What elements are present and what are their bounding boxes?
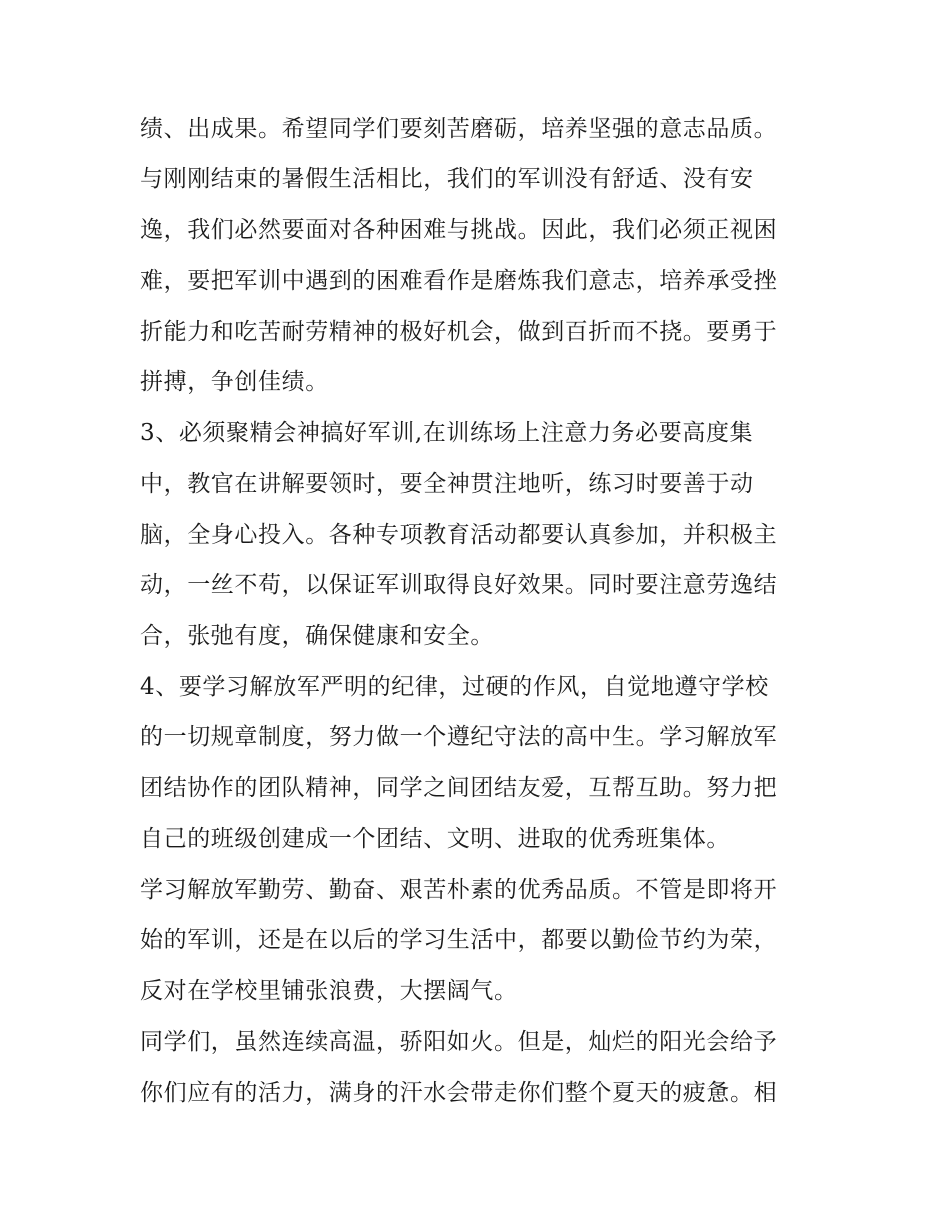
text-line: 团结协作的团队精神，同学之间团结友爱，互帮互助。努力把 bbox=[140, 775, 778, 801]
text-line: 始的军训，还是在以后的学习生活中，都要以勤俭节约为荣， bbox=[140, 927, 778, 953]
text-line: 与刚刚结束的暑假生活相比，我们的军训没有舒适、没有安 bbox=[140, 166, 754, 192]
text-line: 中，教官在讲解要领时，要全神贯注地听，练习时要善于动 bbox=[140, 471, 754, 497]
text-line: 脑，全身心投入。各种专项教育活动都要认真参加，并积极主 bbox=[140, 522, 778, 548]
text-line: 自己的班级创建成一个团结、文明、进取的优秀班集体。 bbox=[140, 826, 730, 852]
text-line: 合，张弛有度，确保健康和安全。 bbox=[140, 623, 494, 649]
text-line: 拼搏，争创佳绩。 bbox=[140, 369, 329, 395]
text-line: 你们应有的活力，满身的汗水会带走你们整个夏天的疲惫。相 bbox=[140, 1080, 778, 1106]
text-line: 3、必须聚精会神搞好军训,在训练场上注意力务必要高度集 bbox=[140, 420, 754, 446]
text-line: 反对在学校里铺张浪费，大摆阔气。 bbox=[140, 978, 518, 1004]
text-line: 绩、出成果。希望同学们要刻苦磨砺，培养坚强的意志品质。 bbox=[140, 116, 778, 142]
text-line: 4、要学习解放军严明的纪律，过硬的作风，自觉地遵守学校 bbox=[140, 674, 769, 700]
text-line: 动，一丝不苟，以保证军训取得良好效果。同时要注意劳逸结 bbox=[140, 572, 778, 598]
text-line: 逸，我们必然要面对各种困难与挑战。因此，我们必须正视困 bbox=[140, 217, 778, 243]
text-line: 折能力和吃苦耐劳精神的极好机会，做到百折而不挠。要勇于 bbox=[140, 319, 778, 345]
text-line: 难，要把军训中遇到的困难看作是磨炼我们意志，培养承受挫 bbox=[140, 268, 778, 294]
text-line: 同学们，虽然连续高温，骄阳如火。但是，灿烂的阳光会给予 bbox=[140, 1029, 778, 1055]
text-line: 学习解放军勤劳、勤奋、艰苦朴素的优秀品质。不管是即将开 bbox=[140, 877, 778, 903]
text-line: 的一切规章制度，努力做一个遵纪守法的高中生。学习解放军 bbox=[140, 724, 778, 750]
